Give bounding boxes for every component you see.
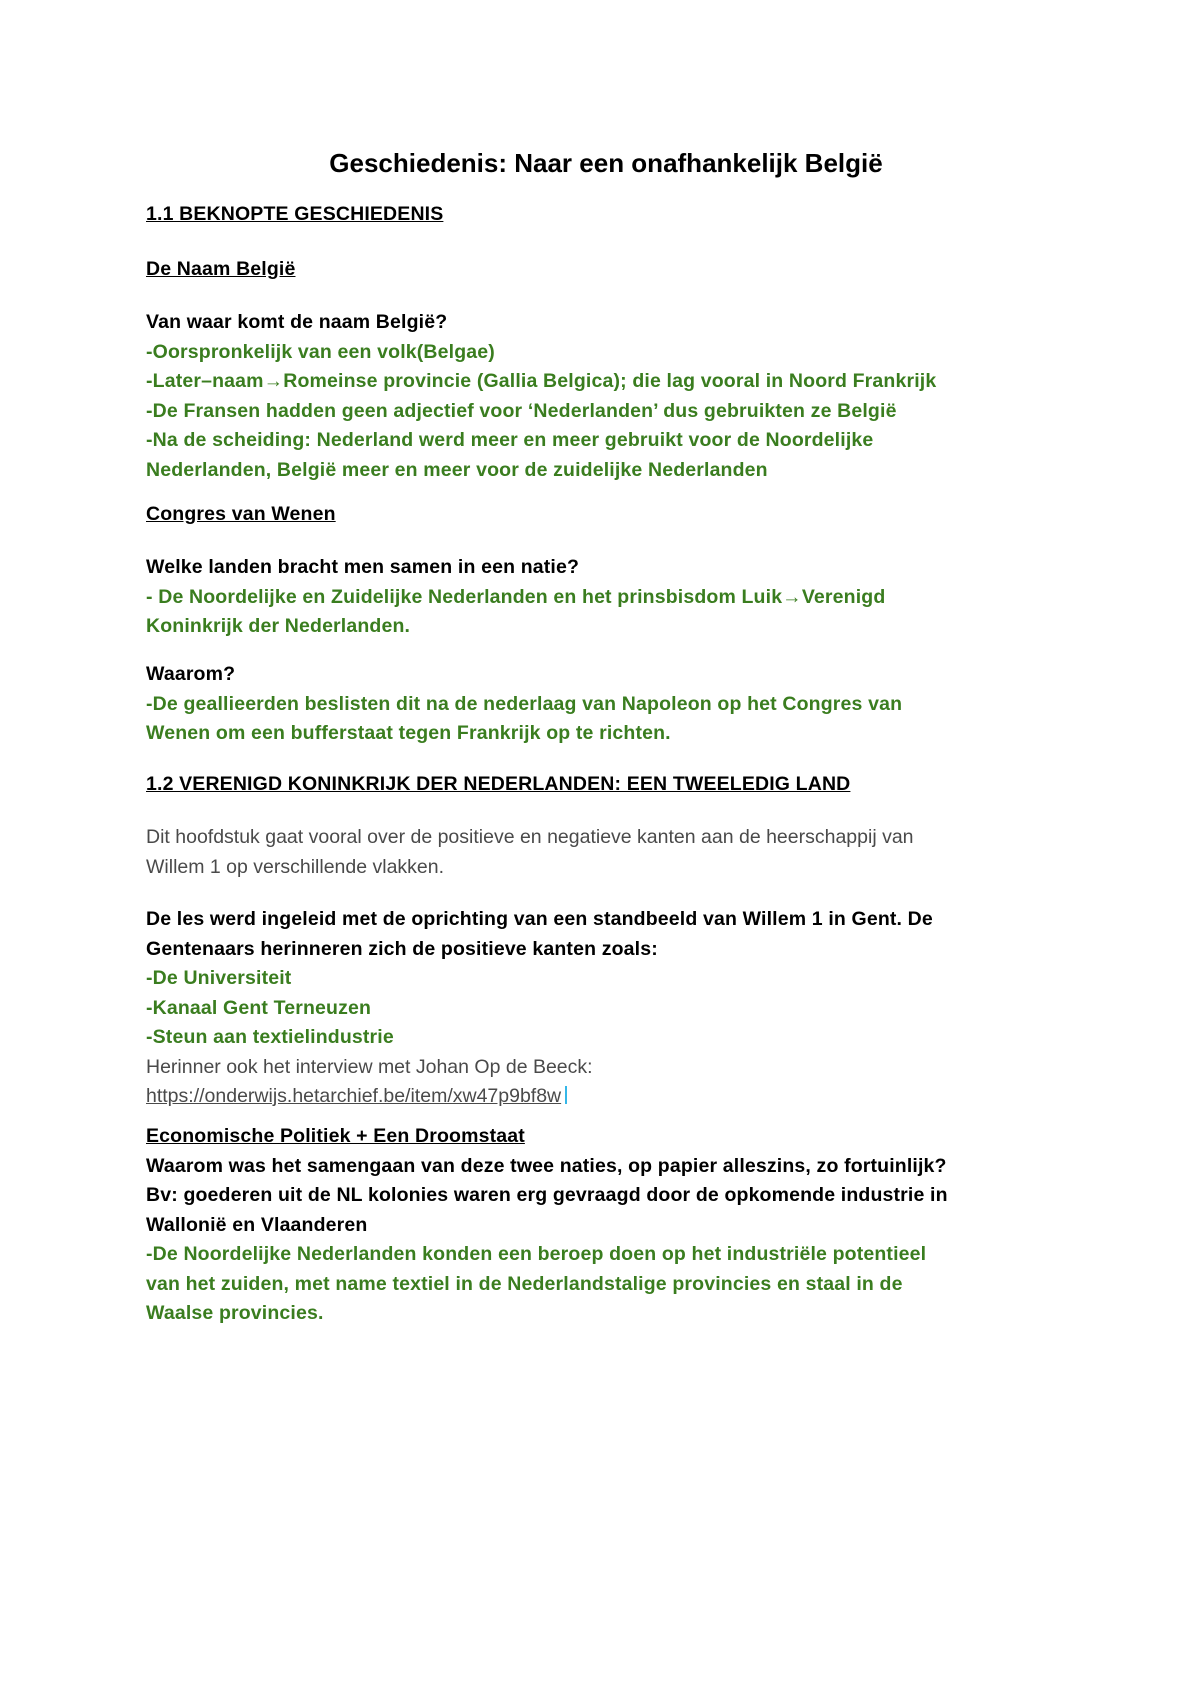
note-line: Herinner ook het interview met Johan Op de Beeck: — [146, 1055, 593, 1078]
paragraph-line: Dit hoofdstuk gaat vooral over de positieve en negatieve kanten aan de heerschappij van — [146, 826, 914, 848]
question: Van waar komt de naam België? — [146, 311, 448, 333]
question-line: Bv: goederen uit de NL kolonies waren erg gevraagd door de opkomende industrie in — [146, 1184, 948, 1206]
question-block-3 — [146, 660, 1066, 749]
answer-line: - De Noordelijke en Zuidelijke Nederlanden en het prinsbisdom Luik→Verenigd — [146, 585, 886, 608]
subsection-heading: Economische Politiek + Een Droomstaat — [146, 1125, 525, 1147]
question: Welke landen bracht men samen in een natie? — [146, 556, 580, 578]
question: Waarom? — [146, 663, 236, 685]
intro-paragraph — [146, 823, 1066, 882]
section-1-1 — [146, 200, 1066, 230]
text-cursor — [565, 1086, 567, 1104]
answer-line: Waalse provincies. — [146, 1302, 324, 1324]
answer-line: Nederlanden, België meer en meer voor de zuidelijke Nederlanden — [146, 458, 768, 481]
question-line: Wallonië en Vlaanderen — [146, 1213, 368, 1236]
paragraph-line: Willem 1 op verschillende vlakken. — [146, 855, 445, 878]
question-block-2 — [146, 553, 1066, 642]
document-title: Geschiedenis: Naar een onafhankelijk België — [329, 148, 883, 178]
archive-link[interactable]: https://onderwijs.hetarchief.be/item/xw47p9bf8w — [146, 1085, 562, 1107]
answer-line: van het zuiden, met name textiel in de Nederlandstalige provincies en staal in de — [146, 1272, 903, 1295]
answer-line: Koninkrijk der Nederlanden. — [146, 615, 411, 637]
answer-line: -Oorspronkelijk van een volk(Belgae) — [146, 340, 495, 363]
paragraph-block — [146, 905, 1066, 1112]
answer-line: -De geallieerden beslisten dit na de nederlaag van Napoleon op het Congres van — [146, 692, 903, 715]
answer-line: -Na de scheiding: Nederland werd meer en meer gebruikt voor de Noordelijke — [146, 429, 874, 451]
list-item: -De Universiteit — [146, 967, 292, 989]
subsection-heading: Congres van Wenen — [146, 503, 336, 525]
answer-line: -De Fransen hadden geen adjectief voor ‘Nederlanden’ dus gebruikten ze België — [146, 399, 897, 422]
paragraph-line: De les werd ingeleid met de oprichting van een standbeeld van Willem 1 in Gent. De — [146, 908, 933, 930]
answer-line: -De Noordelijke Nederlanden konden een beroep doen op het industriële potentieel — [146, 1243, 927, 1265]
section-1-2 — [146, 770, 1066, 800]
list-item: -Kanaal Gent Terneuzen — [146, 996, 372, 1019]
subsection-heading: De Naam België — [146, 258, 296, 280]
section-heading: 1.1 BEKNOPTE GESCHIEDENIS — [146, 203, 444, 225]
question-block-1 — [146, 308, 1066, 485]
subsection-naam-belgie — [146, 255, 1066, 285]
list-item: -Steun aan textielindustrie — [146, 1026, 394, 1048]
answer-line: Wenen om een bufferstaat tegen Frankrijk op te richten. — [146, 722, 671, 744]
answer-line: -Later–naam→Romeinse provincie (Gallia Belgica); die lag vooral in Noord Frankrijk — [146, 370, 937, 392]
section-heading: 1.2 VERENIGD KONINKRIJK DER NEDERLANDEN: EEN TWEELEDIG LAND — [146, 773, 851, 795]
link-line — [146, 1082, 1066, 1112]
question-line: Waarom was het samengaan van deze twee naties, op papier alleszins, zo fortuinlijk? — [146, 1154, 947, 1177]
subsection-economische-politiek — [146, 1122, 1066, 1329]
subsection-congres-van-wenen — [146, 500, 1066, 530]
paragraph-line: Gentenaars herinneren zich de positieve kanten zoals: — [146, 937, 658, 960]
